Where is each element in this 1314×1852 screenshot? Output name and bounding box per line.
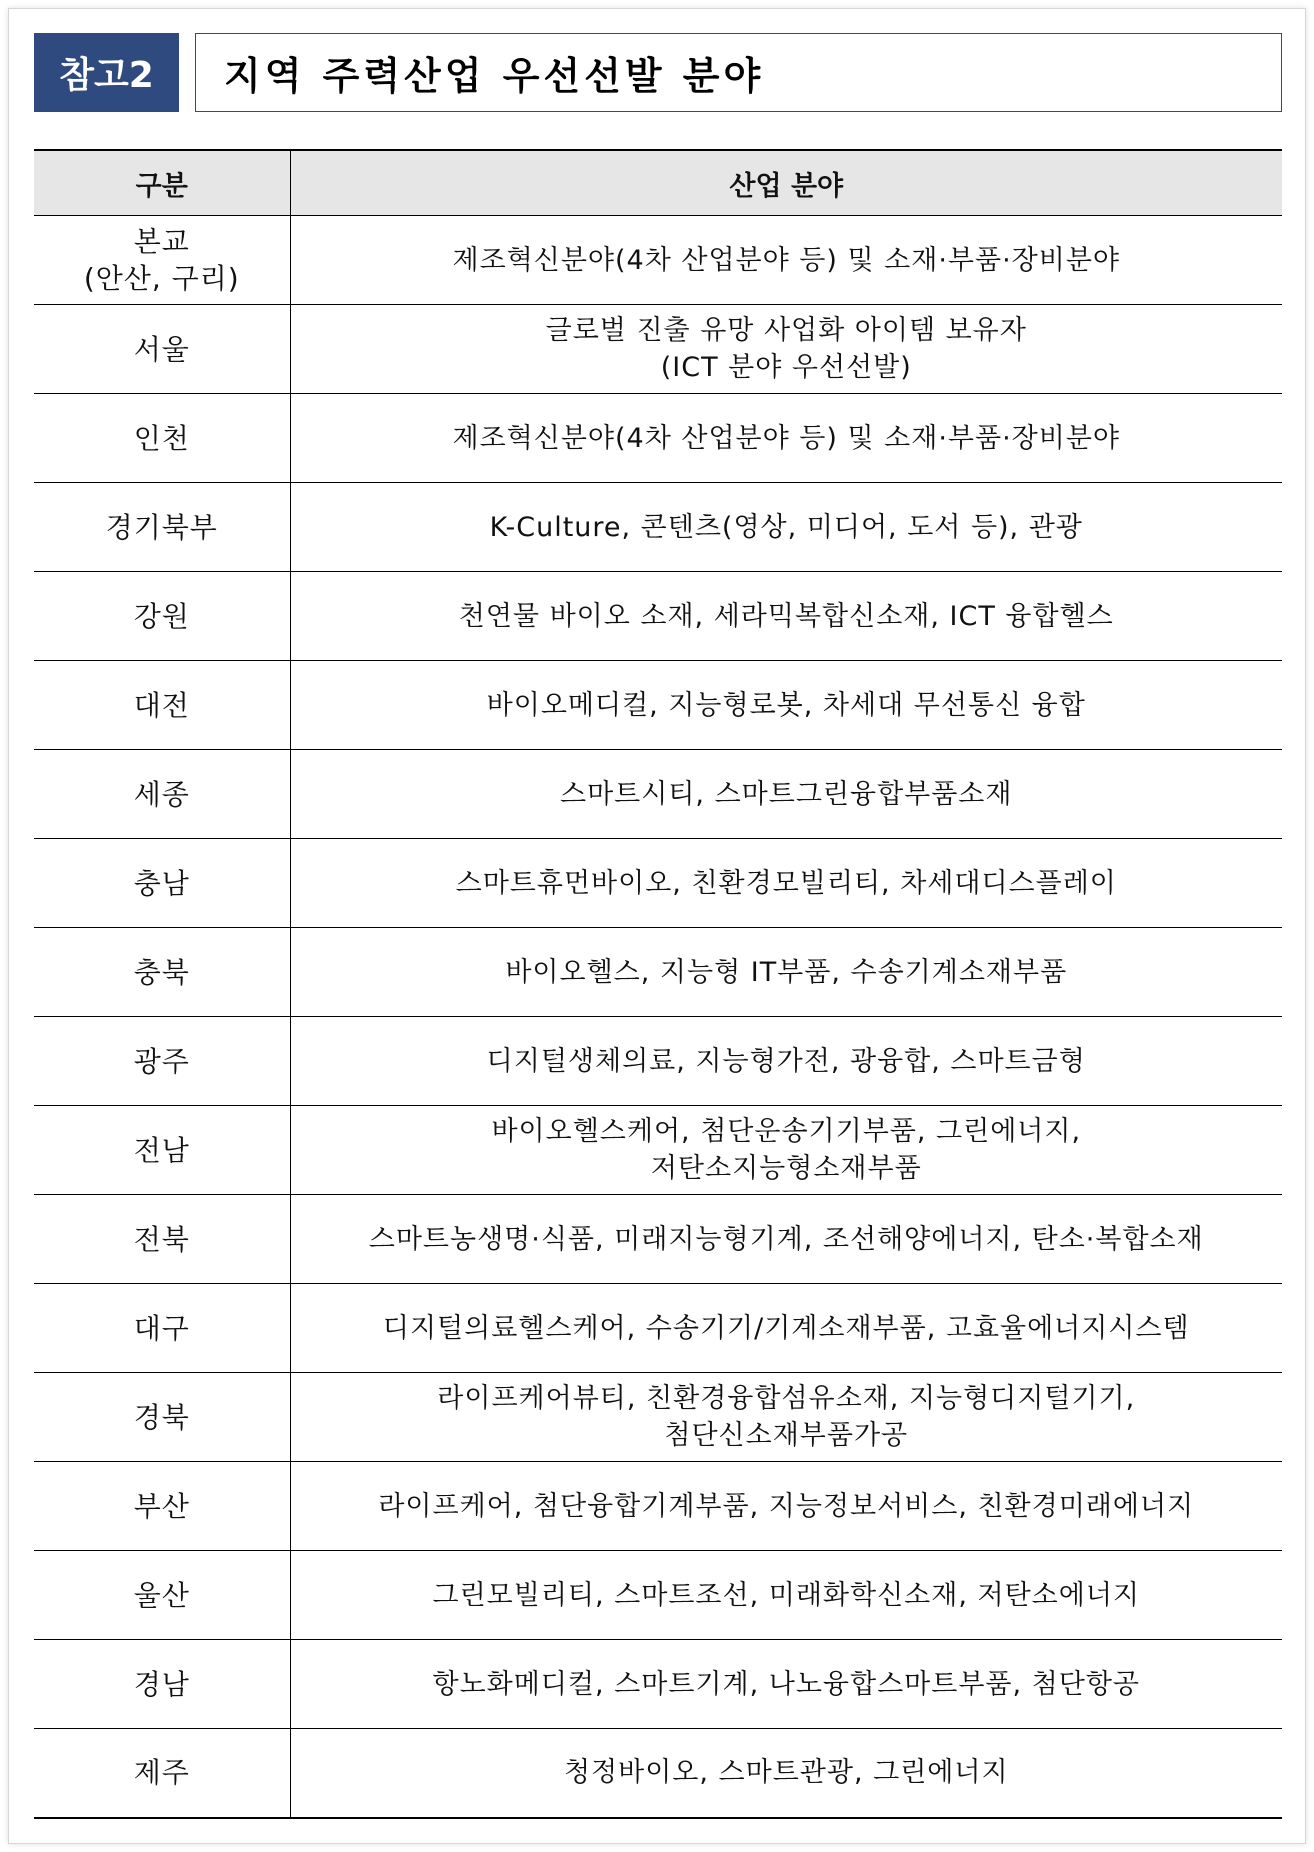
table-header-row [34,150,1282,216]
table-row [34,305,1282,394]
industry-field-cell: 스마트농생명·식품, 미래지능형기계, 조선해양에너지, 탄소·복합소재 [290,1195,1282,1284]
industry-field-cell: 디지털의료헬스케어, 수송기기/기계소재부품, 고효율에너지시스템 [290,1284,1282,1373]
table-row [34,1462,1282,1551]
table-row [34,1195,1282,1284]
table-row [34,1551,1282,1640]
industry-field-cell: 스마트휴먼바이오, 친환경모빌리티, 차세대디스플레이 [290,839,1282,928]
region-cell: 제주 [34,1729,290,1818]
industry-field-cell: 천연물 바이오 소재, 세라믹복합신소재, ICT 융합헬스 [290,572,1282,661]
region-industry-table [34,149,1282,1819]
page-title: 지역 주력산업 우선선발 분야 [195,33,1282,112]
region-cell: 경기북부 [34,483,290,572]
table-row [34,1284,1282,1373]
region-cell: 전남 [34,1106,290,1195]
industry-field-cell: 라이프케어뷰티, 친환경융합섬유소재, 지능형디지털기기, 첨단신소재부품가공 [290,1373,1282,1462]
table-row [34,928,1282,1017]
region-cell: 인천 [34,394,290,483]
table-row [34,1017,1282,1106]
industry-field-cell: 바이오메디컬, 지능형로봇, 차세대 무선통신 융합 [290,661,1282,750]
industry-field-cell: 바이오헬스케어, 첨단운송기기부품, 그린에너지, 저탄소지능형소재부품 [290,1106,1282,1195]
region-cell: 충북 [34,928,290,1017]
reference-badge: 참고2 [34,33,179,112]
industry-field-cell: 스마트시티, 스마트그린융합부품소재 [290,750,1282,839]
table-row [34,1373,1282,1462]
table-row [34,750,1282,839]
table-row [34,483,1282,572]
region-cell: 서울 [34,305,290,394]
region-cell: 본교 (안산, 구리) [34,216,290,305]
industry-field-cell: K-Culture, 콘텐츠(영상, 미디어, 도서 등), 관광 [290,483,1282,572]
industry-field-cell: 제조혁신분야(4차 산업분야 등) 및 소재·부품·장비분야 [290,216,1282,305]
industry-field-cell: 라이프케어, 첨단융합기계부품, 지능정보서비스, 친환경미래에너지 [290,1462,1282,1551]
region-cell: 세종 [34,750,290,839]
region-cell: 광주 [34,1017,290,1106]
industry-field-cell: 그린모빌리티, 스마트조선, 미래화학신소재, 저탄소에너지 [290,1551,1282,1640]
industry-field-cell: 바이오헬스, 지능형 IT부품, 수송기계소재부품 [290,928,1282,1017]
industry-field-cell: 항노화메디컬, 스마트기계, 나노융합스마트부품, 첨단항공 [290,1640,1282,1729]
region-cell: 대구 [34,1284,290,1373]
region-cell: 충남 [34,839,290,928]
industry-field-cell: 글로벌 진출 유망 사업화 아이템 보유자 (ICT 분야 우선선발) [290,305,1282,394]
region-cell: 경북 [34,1373,290,1462]
region-cell: 울산 [34,1551,290,1640]
industry-field-cell: 디지털생체의료, 지능형가전, 광융합, 스마트금형 [290,1017,1282,1106]
table-row [34,1106,1282,1195]
table-row [34,1729,1282,1818]
table-row [34,839,1282,928]
industry-field-cell: 제조혁신분야(4차 산업분야 등) 및 소재·부품·장비분야 [290,394,1282,483]
table-row [34,216,1282,305]
region-cell: 경남 [34,1640,290,1729]
table-row [34,572,1282,661]
header-region: 구분 [34,150,290,216]
table-row [34,661,1282,750]
table-row [34,394,1282,483]
table-row [34,1640,1282,1729]
region-cell: 전북 [34,1195,290,1284]
region-cell: 대전 [34,661,290,750]
industry-field-cell: 청정바이오, 스마트관광, 그린에너지 [290,1729,1282,1818]
header-industry-field: 산업 분야 [290,150,1282,216]
region-cell: 강원 [34,572,290,661]
region-cell: 부산 [34,1462,290,1551]
